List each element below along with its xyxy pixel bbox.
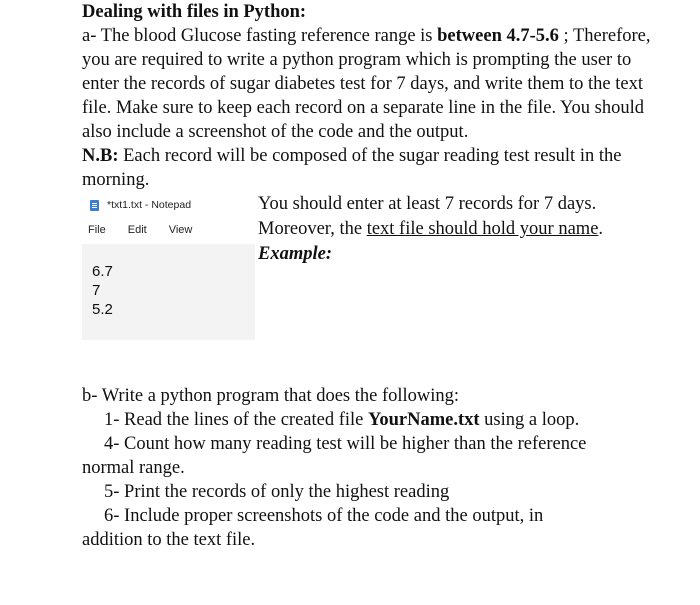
document-body xyxy=(82,0,662,552)
notepad-titlebar xyxy=(82,194,255,216)
notepad-content xyxy=(82,244,255,319)
notepad-screenshot xyxy=(82,194,255,340)
line2-suffix: . xyxy=(598,219,604,239)
line2-prefix: Moreover, the xyxy=(258,219,367,239)
record-line: 5.2 xyxy=(92,301,113,318)
item1-suffix: using a loop. xyxy=(479,410,580,430)
part-a-rest: ; Therefore, you are required to write a python program which is prompting the user to enter the records of sugar diabetes test for 7 days, and write them to the text file. Make sure to keep each record on a separate line in the file. You should also include a screenshot of the code and the output. xyxy=(82,26,651,142)
notepad-title: *txt1.txt - Notepad xyxy=(107,199,192,211)
menu-file: File xyxy=(88,224,106,236)
part-b-intro: b- Write a python program that does the following: xyxy=(82,386,460,406)
range-bold: between 4.7-5.6 xyxy=(437,26,559,46)
side-note xyxy=(258,192,668,267)
part-b-item6: 6- Include proper screenshots of the code and the output, in xyxy=(104,506,544,526)
line2-underlined: text file should hold your name xyxy=(366,219,599,239)
menu-edit: Edit xyxy=(127,224,147,236)
item1-prefix: 1- Read the lines of the created file xyxy=(104,410,369,430)
part-a-paragraph xyxy=(82,24,662,144)
item1-bold: YourName.txt xyxy=(368,410,480,430)
example-label: Example: xyxy=(258,244,332,264)
notepad-icon xyxy=(90,200,99,211)
nb-label: N.B: xyxy=(82,146,119,166)
spacer xyxy=(82,344,662,384)
part-b-item1 xyxy=(82,408,662,432)
record-line: 7 xyxy=(92,282,101,299)
side-note-line2 xyxy=(258,217,668,242)
example-row xyxy=(82,192,662,344)
part-b-item4-cont: normal range. xyxy=(82,458,185,478)
nb-text: Each record will be composed of the sugar reading test result in the morning. xyxy=(82,146,622,190)
record-line: 6.7 xyxy=(92,263,113,280)
part-b-item6-cont: addition to the text file. xyxy=(82,530,256,550)
part-b-item4: 4- Count how many reading test will be higher than the reference xyxy=(104,434,587,454)
heading: Dealing with files in Python: xyxy=(82,2,307,22)
part-a-prefix: a- The blood Glucose fasting reference range is xyxy=(82,26,438,46)
menu-view: View xyxy=(168,224,193,236)
side-note-line1: You should enter at least 7 records for 7 days. xyxy=(258,194,597,214)
nb-paragraph xyxy=(82,144,662,192)
part-b-item5: 5- Print the records of only the highest reading xyxy=(104,482,450,502)
notepad-menubar xyxy=(82,216,255,244)
